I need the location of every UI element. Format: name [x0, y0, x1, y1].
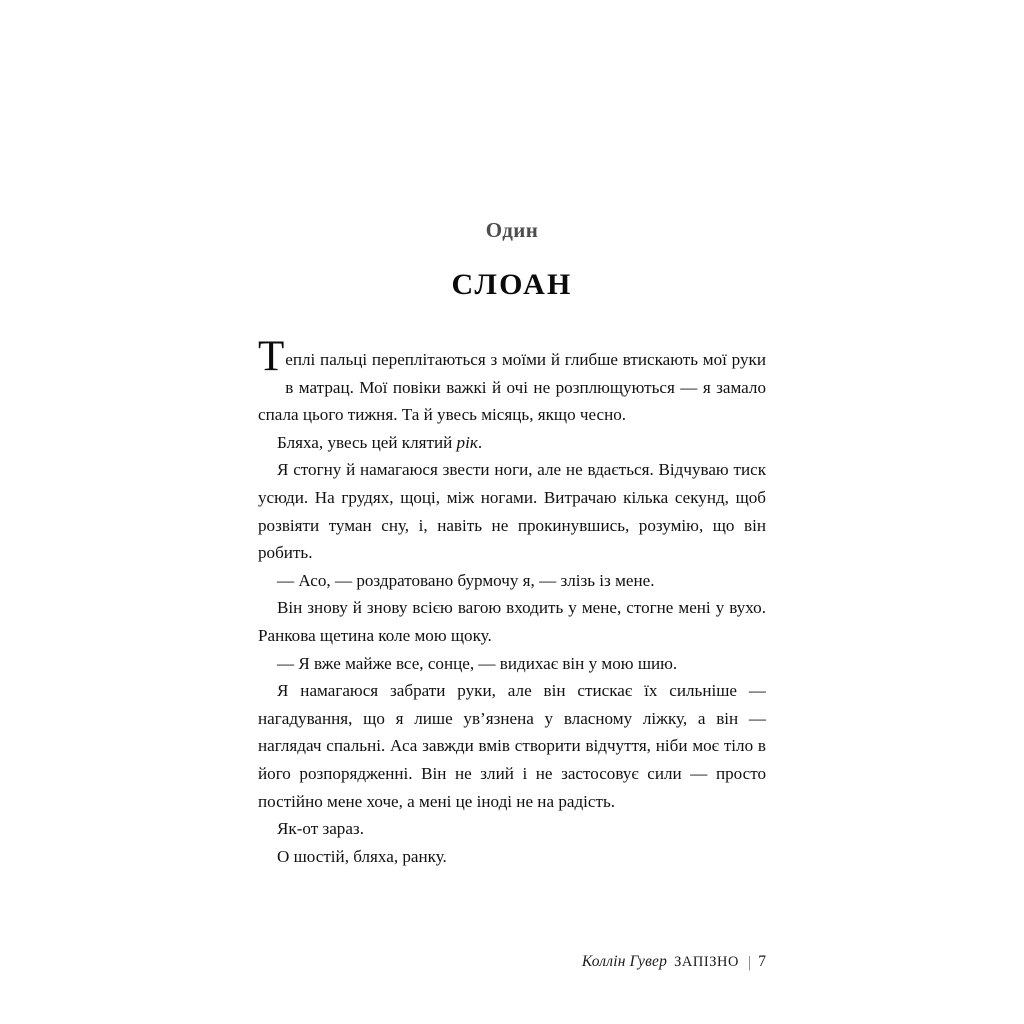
paragraph-6-dialogue: — Я вже майже все, сонце, — видихає він у мою шию.: [277, 653, 678, 673]
paragraph-2-lead: Бляха, увесь цей клятий: [277, 432, 457, 452]
chapter-number-heading: Один: [485, 218, 539, 242]
running-footer: [258, 952, 766, 972]
drop-cap-letter: Т: [258, 333, 285, 380]
paragraph-5: Він знову й знову всією вагою входить у мене, стогне мені у вухо. Ранкова щетина коле мою щоку.: [258, 598, 766, 645]
footer-author-name: Коллін Гувер: [581, 953, 668, 970]
paragraph-2-emphasis: рік: [456, 432, 478, 452]
body-text: [258, 333, 766, 870]
paragraph-1: [258, 333, 766, 429]
paragraph-2-tail: .: [477, 432, 483, 452]
paragraph-3: Я стогну й намагаюся звести ноги, але не вдається. Відчуваю тиск усюди. На грудях, щоці, між ногами. Витрачаю кілька секунд, щоб розвіяти туман сну, і, навіть не прокинувшись, розумію, що він робить.: [258, 460, 766, 563]
chapter-title-heading: СЛОАН: [451, 268, 573, 301]
footer-separator: |: [748, 954, 752, 971]
paragraph-2: [258, 429, 766, 457]
paragraph-4-dialogue: — Асо, — роздратовано бурмочу я, — злізь із мене.: [277, 570, 655, 590]
footer-book-title: ЗАПІЗНО: [674, 954, 740, 970]
paragraph-9: О шостій, бляха, ранку.: [277, 846, 447, 866]
paragraph-7: Я намагаюся забрати руки, але він стискає їх сильніше — нагадування, що я лише ув’язнена у власному ліжку, а він — наглядач спальні. Аса завжди вмів створити відчуття, ніби моє тіло в його розпорядженні. Він не злий і не застосовує сили — просто постійно мене хоче, а мені це іноді не на радість.: [258, 681, 766, 811]
paragraph-8: Як-от зараз.: [277, 819, 364, 839]
footer-page-number: 7: [758, 953, 766, 970]
paragraph-1-text: еплі пальці переплітаються з моїми й глибше втискають мої руки в матрац. Мої повіки важкі й очі не розплющуються — я замало спала цього тижня. Та й увесь місяць, якщо чесно.: [258, 350, 766, 425]
